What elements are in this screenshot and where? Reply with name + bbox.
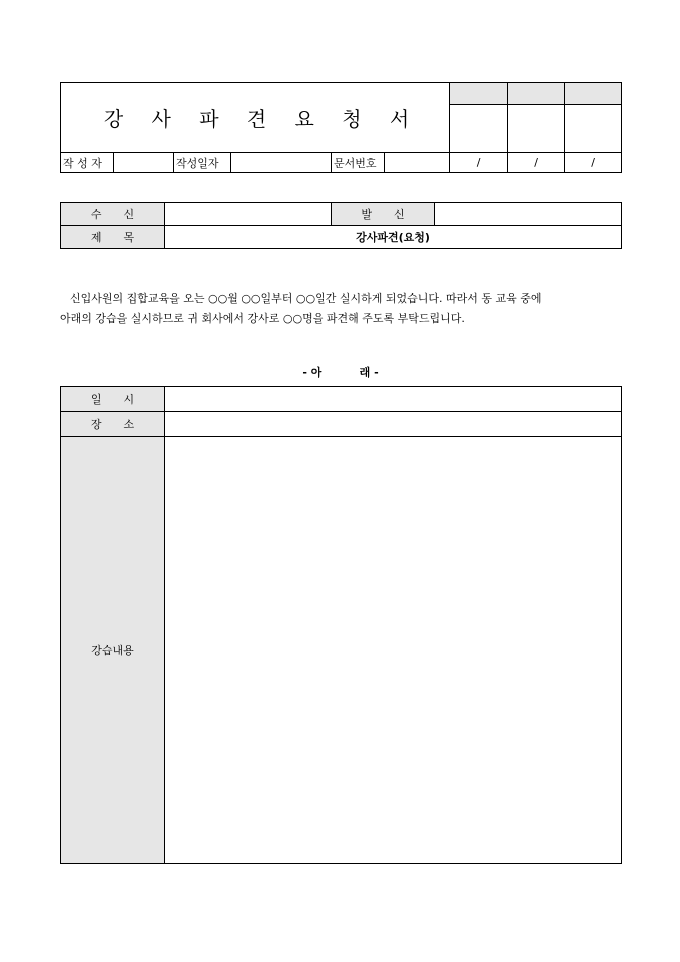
detail-heading: - 아 래 - <box>302 366 379 379</box>
approval-sign-cell[interactable] <box>565 105 622 153</box>
author-field[interactable] <box>114 153 174 173</box>
approval-header-cell <box>508 83 565 105</box>
approval-date-slash: / <box>565 153 622 173</box>
content-field[interactable] <box>165 437 622 864</box>
header-table <box>60 82 622 173</box>
place-field[interactable] <box>165 412 622 437</box>
detail-table <box>60 386 622 864</box>
date-field[interactable] <box>231 153 332 173</box>
datetime-label: 일 시 <box>61 387 165 412</box>
from-label: 발 신 <box>332 203 435 226</box>
title-cell <box>61 83 450 153</box>
approval-sign-cell[interactable] <box>450 105 508 153</box>
subject-label: 제 목 <box>61 226 165 249</box>
body-paragraph <box>60 289 621 329</box>
document-title: 강 사 파 견 요 청 서 <box>103 107 421 131</box>
approval-sign-cell[interactable] <box>508 105 565 153</box>
to-field[interactable] <box>165 203 332 226</box>
author-label: 작 성 자 <box>61 153 114 173</box>
body-line: 신입사원의 집합교육을 오는 ○○월 ○○일부터 ○○일간 실시하게 되었습니다. 따라서 동 교육 중에 <box>70 292 542 305</box>
from-field[interactable] <box>435 203 622 226</box>
info-table <box>60 202 622 249</box>
approval-date-slash: / <box>450 153 508 173</box>
subject-value: 강사파견(요청) <box>165 226 622 249</box>
date-label: 작성일자 <box>174 153 231 173</box>
place-label: 장 소 <box>61 412 165 437</box>
content-label: 강습내용 <box>61 437 165 864</box>
approval-header-cell <box>450 83 508 105</box>
approval-header-cell <box>565 83 622 105</box>
docno-label: 문서번호 <box>332 153 385 173</box>
to-label: 수 신 <box>61 203 165 226</box>
datetime-field[interactable] <box>165 387 622 412</box>
body-line: 아래의 강습을 실시하므로 귀 회사에서 강사로 ○○명을 파견해 주도록 부탁드립니다. <box>60 312 465 325</box>
approval-date-slash: / <box>508 153 565 173</box>
docno-field[interactable] <box>385 153 450 173</box>
